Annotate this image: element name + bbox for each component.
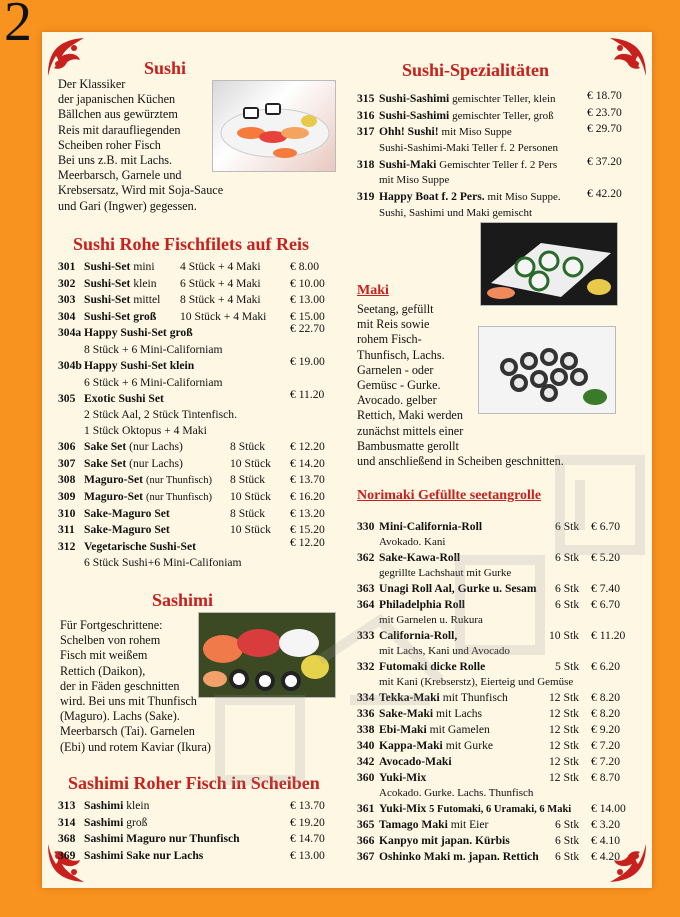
sushi-line: der japanischen Küchen	[58, 92, 176, 107]
maki-line: Garnelen - oder	[357, 362, 434, 377]
item-title: Happy Sushi-Set groß	[84, 326, 193, 340]
menu-item-row	[357, 660, 633, 676]
item-title: Sushi-Set	[84, 293, 131, 307]
item-number: 306	[58, 440, 76, 454]
item-detail: 10 Stück	[230, 523, 271, 537]
item-price: € 8.70	[591, 771, 620, 784]
item-title: California-Roll,	[379, 629, 458, 642]
item-number: 304b	[58, 358, 82, 372]
item-name	[84, 849, 203, 862]
item-title: Sashimi	[84, 799, 124, 812]
item-desc: Gemischter Teller f. 2 Pers	[439, 158, 558, 171]
item-number: 368	[58, 832, 76, 846]
maki-line: rohem Fisch-	[357, 332, 422, 347]
item-price: € 11.20	[290, 387, 325, 401]
menu-item-row	[58, 457, 338, 474]
item-price: € 4.10	[591, 834, 620, 847]
item-number: 336	[357, 707, 375, 720]
maki-photo-bottom	[478, 326, 616, 414]
item-title: Yuki-Mix	[379, 802, 427, 815]
sashimi-description	[60, 618, 211, 755]
item-name	[379, 739, 493, 752]
item-price: € 15.00	[290, 309, 325, 323]
sashimi-photo	[198, 612, 336, 698]
item-name	[84, 540, 196, 553]
item-number: 317	[357, 125, 375, 139]
item-qty: 12 Stk	[549, 771, 579, 784]
item-number: 305	[58, 391, 76, 405]
item-name	[379, 190, 561, 203]
item-number: 332	[357, 660, 375, 673]
item-number: 315	[357, 92, 375, 105]
item-desc: mit Gamelen	[429, 723, 490, 736]
rohe-title: Sushi Rohe Fischfilets auf Reis	[73, 234, 310, 254]
item-desc: (nur Lachs)	[129, 456, 183, 470]
item-price: € 14.70	[290, 832, 325, 846]
item-qty: 12 Stk	[549, 739, 579, 752]
item-price: € 14.00	[591, 802, 626, 815]
sushi-photo	[212, 80, 336, 172]
maki-line: Seetang, gefüllt	[357, 302, 434, 316]
item-title: Sake-Kawa-Roll	[379, 551, 461, 564]
item-price: € 7.20	[591, 739, 620, 752]
item-price: € 37.20	[587, 154, 622, 168]
sashimi-line: Rettich (Daikon),	[60, 663, 146, 678]
item-number: 307	[58, 456, 76, 470]
item-note: 8 Stück + 6 Mini-Californiam	[84, 342, 223, 356]
item-price: € 6.70	[591, 598, 620, 611]
item-price: € 29.70	[587, 122, 622, 136]
menu-item-row	[357, 122, 631, 142]
scheiben-title: Sashimi Roher Fisch in Scheiben	[68, 773, 320, 793]
menu-item-row	[58, 535, 338, 557]
maki-line: Avocado. gelber	[357, 393, 437, 408]
item-name	[379, 582, 537, 595]
item-name	[379, 755, 452, 768]
maki-line: und anschließend in Scheiben geschnitten.	[357, 454, 564, 469]
item-qty: 12 Stk	[549, 707, 579, 720]
item-price: € 11.20	[591, 629, 626, 642]
item-name	[84, 326, 193, 339]
item-number: 313	[58, 799, 76, 812]
item-note: mit Kani (Krebserstz), Eierteig und Gemüse	[379, 676, 574, 688]
item-price: € 19.00	[290, 354, 325, 368]
item-price: € 5.20	[591, 551, 620, 564]
menu-item-row	[58, 816, 338, 833]
item-number: 360	[357, 771, 375, 784]
item-qty: 12 Stk	[549, 755, 579, 768]
item-name	[379, 520, 482, 533]
sashimi-line: Fisch mit weißem	[60, 648, 148, 663]
page-number: 2	[4, 0, 32, 53]
item-desc: (nur Thunfisch)	[145, 475, 212, 487]
menu-item-row	[357, 691, 633, 707]
item-title: Kappa-Maki	[379, 739, 443, 752]
item-title: Happy Boat f. 2 Pers.	[379, 190, 485, 204]
item-name	[379, 551, 460, 564]
menu-item-row	[357, 802, 633, 818]
item-name	[379, 850, 539, 863]
item-desc: mit Gurke	[445, 739, 494, 752]
item-desc: 5 Futomaki, 6 Uramaki, 6 Maki	[429, 804, 572, 815]
menu-item-row	[357, 739, 633, 755]
item-title: Maguro-Set	[84, 473, 144, 487]
spezial-title: Sushi-Spezialitäten	[402, 60, 550, 80]
menu-item-row	[58, 293, 338, 310]
item-desc: groß	[126, 815, 148, 829]
item-qty: 6 Stk	[555, 582, 580, 595]
item-desc: mit Thunfisch	[442, 691, 508, 704]
menu-item-row	[357, 582, 633, 598]
item-qty: 6 Stk	[555, 834, 580, 847]
item-name	[84, 816, 147, 829]
item-title: Maguro-Set	[84, 489, 144, 503]
item-price: € 22.70	[290, 322, 325, 336]
item-number: 367	[357, 850, 375, 863]
item-note: 1 Stück Oktopus + 4 Maki	[84, 424, 207, 438]
item-price: € 42.20	[587, 187, 622, 201]
menu-item-row	[357, 723, 633, 739]
item-number: 342	[357, 755, 375, 768]
sushi-line: Krebsersatz, Wird mit Soja-Sauce	[58, 183, 224, 198]
item-number: 334	[357, 691, 375, 704]
item-number: 302	[58, 276, 76, 290]
menu-item-row	[58, 473, 338, 490]
item-price: € 7.40	[591, 582, 620, 595]
menu-item-row	[357, 755, 633, 771]
item-number: 314	[58, 815, 76, 829]
item-name	[379, 818, 488, 831]
item-price: € 15.20	[290, 523, 325, 537]
item-number: 316	[357, 108, 375, 122]
sushi-line: Bällchen aus gewürztem	[58, 107, 178, 122]
item-title: Sushi-Set	[84, 260, 131, 273]
menu-item-row	[357, 154, 631, 175]
sushi-line: Scheiben roher Fisch	[58, 137, 161, 152]
sashimi-line: Meerbarsch (Tai). Garnelen	[60, 724, 195, 739]
menu-item-row	[357, 771, 633, 787]
maki-line: Bambusmatte gerollt	[357, 438, 459, 453]
item-qty: 6 Stk	[555, 818, 580, 831]
item-desc: (nur Lachs)	[129, 440, 183, 454]
item-title: Sake-Maki	[379, 707, 434, 720]
item-number: 309	[58, 489, 76, 503]
item-number: 361	[357, 802, 375, 815]
item-price: € 12.20	[290, 535, 325, 549]
item-price: € 16.20	[290, 489, 325, 503]
item-price: € 10.00	[290, 276, 325, 290]
item-name	[84, 392, 164, 405]
sashimi-line: (Ebi) und rotem Kaviar (Ikura)	[60, 739, 211, 754]
item-qty: 6 Stk	[555, 551, 580, 564]
item-name	[84, 507, 170, 520]
item-detail: 8 Stück + 4 Maki	[180, 293, 261, 307]
sashimi-title: Sashimi	[152, 590, 214, 610]
item-desc: (nur Thunfisch)	[145, 491, 212, 503]
item-detail: 6 Stück + 4 Maki	[180, 276, 261, 290]
item-desc: mini	[133, 260, 155, 273]
menu-item-row	[357, 629, 633, 645]
item-number: 369	[58, 848, 76, 862]
menu-item-row	[58, 440, 338, 457]
corner-ornament-icon	[44, 34, 90, 80]
item-name	[84, 832, 240, 845]
item-number: 304a	[58, 326, 82, 340]
item-detail: 8 Stück	[230, 473, 266, 487]
sushi-title: Sushi	[144, 58, 187, 78]
sushi-line: Reis mit daraufliegenden	[58, 122, 181, 137]
corner-ornament-icon	[604, 34, 650, 80]
item-name	[379, 834, 510, 847]
item-desc: mit Eier	[450, 818, 489, 831]
menu-item-row	[58, 832, 338, 849]
sushi-line: Der Klassiker	[58, 77, 126, 91]
item-number: 311	[58, 523, 75, 537]
item-price: € 7.20	[591, 755, 620, 768]
item-number: 319	[357, 190, 375, 204]
item-qty: 12 Stk	[549, 691, 579, 704]
menu-item-row	[58, 354, 338, 376]
item-title: Philadelphia Roll	[379, 598, 466, 611]
maki-line: Thunfisch, Lachs.	[357, 347, 445, 362]
item-price: € 6.70	[591, 520, 620, 533]
item-name	[379, 771, 426, 784]
menu-item-row	[357, 520, 633, 536]
item-title: Unagi Roll Aal, Gurke u. Sesam	[379, 582, 537, 595]
item-number: 362	[357, 551, 375, 564]
item-price: € 13.20	[290, 506, 325, 520]
item-number: 304	[58, 309, 76, 323]
item-name	[379, 598, 465, 611]
item-qty: 6 Stk	[555, 850, 580, 863]
item-number: 338	[357, 723, 375, 736]
item-name	[84, 293, 160, 306]
item-desc: klein	[126, 799, 150, 812]
maki-photo-top	[480, 222, 618, 306]
item-title: Sushi-Sashimi	[379, 92, 450, 105]
item-detail: 8 Stück	[230, 506, 266, 520]
item-detail: 4 Stück + 4 Maki	[180, 260, 261, 273]
item-desc: gemischter Teller, groß	[452, 109, 554, 122]
sashimi-line: wird. Bei uns mit Thunfisch	[60, 694, 197, 709]
item-name	[84, 523, 170, 536]
menu-item-row	[357, 707, 633, 723]
menu-item-row	[58, 260, 338, 277]
menu-item-row	[357, 818, 633, 834]
norimaki-list	[357, 520, 633, 866]
item-note: Avokado. Kani	[379, 536, 446, 548]
item-desc: mit Lachs	[436, 707, 483, 720]
item-price: € 13.00	[290, 848, 325, 862]
item-note: Acokado. Gurke. Lachs. Thunfisch	[379, 787, 534, 799]
item-title: Yuki-Mix	[379, 771, 427, 784]
menu-item-row	[357, 551, 633, 567]
item-detail: 10 Stück + 4 Maki	[180, 309, 267, 323]
item-title: Sushi-Set	[84, 276, 131, 290]
item-title: Sushi-Maki	[379, 157, 437, 171]
item-qty: 6 Stk	[555, 520, 580, 533]
item-detail: 8 Stück	[230, 440, 266, 454]
item-number: 310	[58, 506, 76, 520]
item-name	[84, 310, 156, 323]
maki-line: Gemüsc - Gurke.	[357, 378, 441, 393]
item-desc: klein	[133, 276, 157, 290]
sashimi-line: Schelben von rohem	[60, 633, 161, 648]
item-name	[379, 802, 571, 815]
item-name	[84, 473, 212, 486]
item-name	[379, 691, 508, 704]
item-desc: mittel	[133, 293, 161, 307]
item-price: € 13.00	[290, 293, 325, 307]
maki-title: Maki	[357, 283, 389, 298]
item-price: € 8.20	[591, 707, 620, 720]
item-note: mit Miso Suppe	[379, 174, 450, 187]
menu-item-row	[357, 850, 633, 866]
item-title: Sushi-Set groß	[84, 309, 157, 323]
item-price: € 6.20	[591, 660, 620, 673]
menu-item-row	[58, 322, 338, 343]
item-name	[379, 109, 554, 122]
item-title: Exotic Sushi Set	[84, 391, 164, 405]
menu-item-row	[357, 187, 631, 207]
item-price: € 23.70	[587, 105, 622, 119]
item-qty: 10 Stk	[549, 629, 579, 642]
menu-item-row	[58, 849, 338, 866]
item-desc: mit Miso Suppe.	[487, 191, 561, 204]
item-number: 363	[357, 582, 375, 595]
item-price: € 19.20	[290, 815, 325, 829]
item-price: € 14.20	[290, 456, 325, 470]
item-title: Avocado-Maki	[379, 755, 452, 768]
item-price: € 4.20	[591, 850, 620, 863]
item-price: € 9.20	[591, 723, 620, 736]
item-number: 318	[357, 157, 375, 171]
item-number: 301	[58, 260, 76, 273]
item-number: 312	[58, 539, 76, 553]
spezial-list	[357, 89, 631, 223]
item-note: mit Garnelen u. Rukura	[379, 614, 483, 626]
item-name	[84, 260, 155, 273]
item-name	[379, 158, 557, 171]
item-number: 364	[357, 598, 375, 611]
item-note: Sushi-Sashimi-Maki Teller f. 2 Personen	[379, 141, 558, 154]
item-number: 340	[357, 739, 375, 752]
item-name	[84, 359, 194, 372]
item-name	[379, 92, 556, 105]
item-name	[84, 799, 149, 812]
sushi-line: und Gari (Ingwer) gegessen.	[58, 198, 197, 213]
item-desc: mit Miso Suppe	[441, 126, 512, 139]
item-price: € 18.70	[587, 89, 622, 102]
item-number: 303	[58, 293, 76, 307]
item-name	[84, 490, 212, 503]
item-price: € 12.20	[290, 440, 325, 454]
menu-item-row	[58, 507, 338, 524]
item-title: Sashimi Maguro nur Thunfisch	[84, 832, 240, 846]
item-name	[84, 440, 183, 453]
item-desc: gemischter Teller, klein	[452, 93, 556, 105]
item-name	[84, 277, 157, 290]
menu-item-row	[357, 834, 633, 850]
sushi-line: Bei uns z.B. mit Lachs.	[58, 153, 173, 168]
item-price: € 13.70	[290, 799, 325, 812]
item-note: 2 Stück Aal, 2 Stück Tintenfisch.	[84, 408, 237, 422]
item-title: Sake Set	[84, 456, 127, 470]
sashimi-line: der in Fäden geschnitten	[60, 678, 180, 693]
item-name	[379, 707, 482, 720]
item-title: Tekka-Maki	[379, 691, 440, 704]
item-detail: 10 Stück	[230, 456, 271, 470]
item-name	[379, 660, 485, 673]
item-title: Sashimi	[84, 815, 124, 829]
menu-item-row	[58, 277, 338, 294]
menu-item-row	[58, 799, 338, 816]
item-title: Kanpyo mit japan. Kürbis	[379, 834, 510, 847]
norimaki-title: Norimaki Gefüllte seetangrolle	[357, 488, 542, 503]
maki-line: Rettich, Maki werden	[357, 408, 463, 423]
item-note: 6 Stück Sushi+6 Mini-Califoniam	[84, 556, 242, 570]
item-note: 6 Stück + 6 Mini-Californiam	[84, 375, 223, 389]
maki-line: mit Reis sowie	[357, 317, 430, 332]
item-name	[379, 723, 490, 736]
item-title: Sushi-Sashimi	[379, 108, 450, 122]
item-name	[379, 629, 457, 642]
item-title: Sake-Maguro Set	[84, 506, 170, 520]
item-number: 330	[357, 520, 375, 533]
sushi-description	[58, 77, 223, 214]
item-title: Sashimi Sake nur Lachs	[84, 848, 204, 862]
item-title: Ohh! Sushi!	[379, 125, 439, 139]
menu-item-row	[357, 598, 633, 614]
item-qty: 5 Stk	[555, 660, 580, 673]
item-qty: 6 Stk	[555, 598, 580, 611]
item-detail: 10 Stück	[230, 489, 271, 503]
menu-item-row	[58, 387, 338, 409]
scheiben-list	[58, 799, 338, 865]
item-number: 366	[357, 834, 375, 847]
item-note: mit Lachs, Kani und Avocado	[379, 645, 510, 657]
item-number: 333	[357, 629, 375, 642]
item-title: Tamago Maki	[379, 818, 448, 831]
item-title: Happy Sushi-Set klein	[84, 358, 195, 372]
item-name	[379, 125, 512, 138]
item-number: 365	[357, 818, 375, 831]
item-note: gegrillte Lachshaut mit Gurke	[379, 567, 512, 579]
item-title: Sake-Maguro Set	[84, 523, 170, 537]
menu-item-row	[58, 490, 338, 507]
item-title: Oshinko Maki m. japan. Rettich	[379, 850, 539, 863]
sashimi-line: Für Fortgeschrittene:	[60, 618, 163, 632]
item-title: Sake Set	[84, 440, 127, 454]
sashimi-line: (Maguro). Lachs (Sake).	[60, 709, 180, 724]
item-price: € 8.00	[290, 260, 319, 273]
maki-line: zunächst mittels einer	[357, 423, 464, 438]
item-title: Futomaki dicke Rolle	[379, 660, 486, 673]
sushi-line: Meerbarsch, Garnele und	[58, 168, 182, 183]
rohe-list	[58, 260, 338, 572]
item-name	[84, 457, 183, 470]
item-title: Mini-California-Roll	[379, 520, 483, 533]
item-price: € 13.70	[290, 473, 325, 487]
item-note: Sushi, Sashimi und Maki gemischt	[379, 206, 533, 219]
item-title: Vegetarische Sushi-Set	[84, 539, 196, 553]
item-title: Ebi-Maki	[379, 723, 427, 736]
item-number: 308	[58, 473, 76, 487]
item-price: € 8.20	[591, 691, 620, 704]
item-price: € 3.20	[591, 818, 620, 831]
item-qty: 12 Stk	[549, 723, 579, 736]
